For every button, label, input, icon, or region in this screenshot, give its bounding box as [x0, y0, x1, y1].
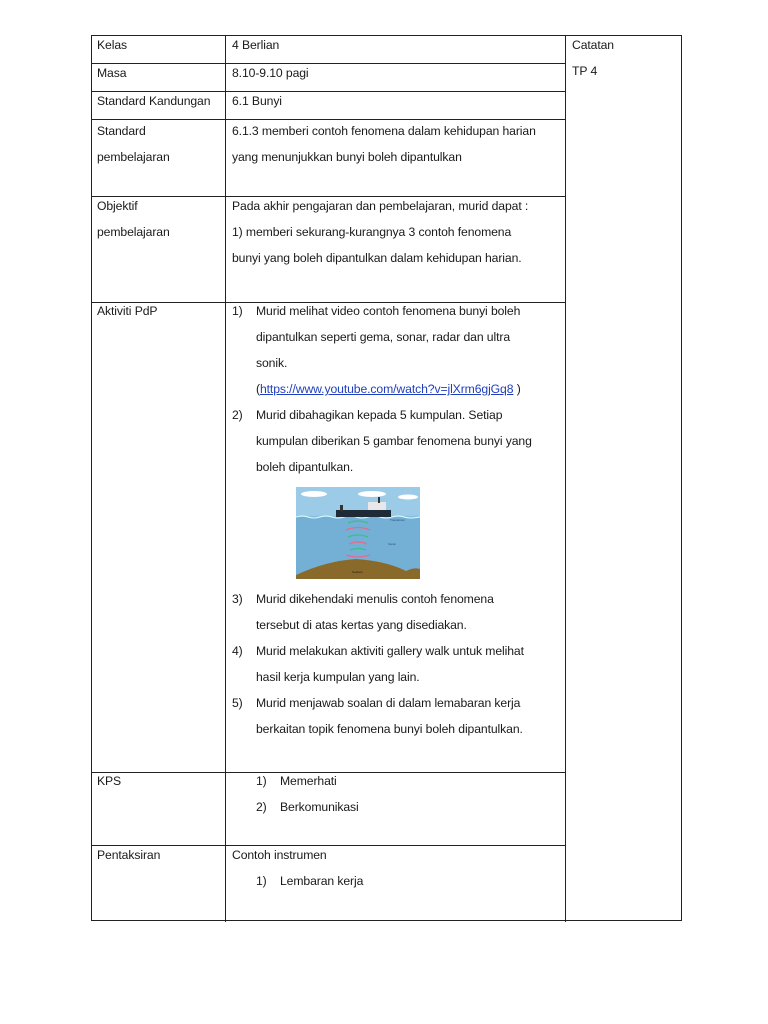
item-text: Lembaran kerja [280, 874, 364, 888]
label-kps: KPS [97, 774, 122, 788]
paren: ) [513, 382, 521, 396]
sonar-illustration [296, 487, 420, 579]
item-line: Murid melakukan aktiviti gallery walk untuk melihat [256, 644, 524, 658]
activity-item [232, 690, 567, 742]
value-objektif-pembelajaran [232, 193, 567, 271]
column-divider [225, 36, 226, 922]
item-line: sonik. [256, 356, 288, 370]
item-text: Berkomunikasi [280, 800, 359, 814]
label-line: Standard [97, 124, 146, 138]
item-line: Murid dibahagikan kepada 5 kumpulan. Setiap [256, 408, 503, 422]
label-kelas: Kelas [97, 38, 127, 52]
value-line: bunyi yang boleh dipantulkan dalam kehidupan harian. [232, 251, 522, 265]
label-aktiviti-pdp: Aktiviti PdP [97, 304, 158, 318]
paren: ( [256, 382, 260, 396]
item-text: Memerhati [280, 774, 337, 788]
value-line: Pada akhir pengajaran dan pembelajaran, murid dapat : [232, 199, 529, 213]
item-line: hasil kerja kumpulan yang lain. [256, 670, 420, 684]
label-standard-kandungan: Standard Kandungan [97, 94, 211, 108]
value-kelas: 4 Berlian [232, 38, 280, 52]
activity-list [232, 298, 567, 480]
item-line: kumpulan diberikan 5 gambar fenomena bunyi yang [256, 434, 532, 448]
notes-title: Catatan [572, 38, 614, 52]
value-line: 6.1.3 memberi contoh fenomena dalam kehidupan harian [232, 124, 536, 138]
youtube-link[interactable]: https://www.youtube.com/watch?v=jlXrm6gjGq8 [259, 382, 514, 396]
item-line: Murid menjawab soalan di dalam lemabaran kerja [256, 696, 521, 710]
pentaksiran-item [256, 868, 591, 894]
item-line: Murid melihat video contoh fenomena bunyi boleh [256, 304, 521, 318]
item-number: 5) [232, 696, 243, 710]
value-standard-pembelajaran [232, 118, 567, 170]
notes-value: TP 4 [572, 64, 598, 78]
item-line: berkaitan topik fenomena bunyi boleh dipantulkan. [256, 722, 523, 736]
value-kps [256, 768, 591, 820]
value-aktiviti-pdp [232, 298, 567, 480]
item-number: 3) [232, 592, 243, 606]
video-link-line [256, 376, 567, 402]
item-number: 4) [232, 644, 243, 658]
pentaksiran-list [256, 868, 591, 894]
value-pentaksiran [256, 868, 591, 894]
activity-item [232, 638, 567, 690]
lesson-plan-table [91, 35, 682, 921]
label-line: pembelajaran [97, 150, 170, 164]
item-number: 1) [232, 304, 243, 318]
svg-text:Transducer: Transducer [390, 518, 406, 522]
value-aktiviti-pdp-continued [232, 586, 567, 742]
value-line: yang menunjukkan bunyi boleh dipantulkan [232, 150, 462, 164]
label-masa: Masa [97, 66, 127, 80]
svg-text:Seabed: Seabed [352, 570, 363, 574]
item-line: dipantulkan seperti gema, sonar, radar dan ultra [256, 330, 511, 344]
value-line: 1) memberi sekurang-kurangnya 3 contoh fenomena [232, 225, 512, 239]
kps-item [256, 794, 591, 820]
label-objektif-pembelajaran [97, 193, 225, 245]
value-pentaksiran-intro: Contoh instrumen [232, 848, 327, 862]
item-line: Murid dikehendaki menulis contoh fenomena [256, 592, 494, 606]
item-number: 2) [232, 408, 243, 422]
sonar-ship-icon [296, 487, 420, 579]
label-line: Objektif [97, 199, 138, 213]
kps-item [256, 768, 591, 794]
label-line: pembelajaran [97, 225, 170, 239]
value-masa: 8.10-9.10 pagi [232, 66, 309, 80]
activity-item [232, 586, 567, 638]
item-number: 2) [256, 800, 267, 814]
activity-list [232, 586, 567, 742]
item-line: tersebut di atas kertas yang disediakan. [256, 618, 467, 632]
svg-text:Sonar: Sonar [388, 542, 397, 546]
kps-list [256, 768, 591, 820]
value-standard-kandungan: 6.1 Bunyi [232, 94, 282, 108]
label-standard-pembelajaran [97, 118, 225, 170]
item-line: boleh dipantulkan. [256, 460, 354, 474]
item-number: 1) [256, 874, 267, 888]
activity-item [232, 298, 567, 402]
item-number: 1) [256, 774, 267, 788]
activity-item [232, 402, 567, 480]
label-pentaksiran: Pentaksiran [97, 848, 161, 862]
